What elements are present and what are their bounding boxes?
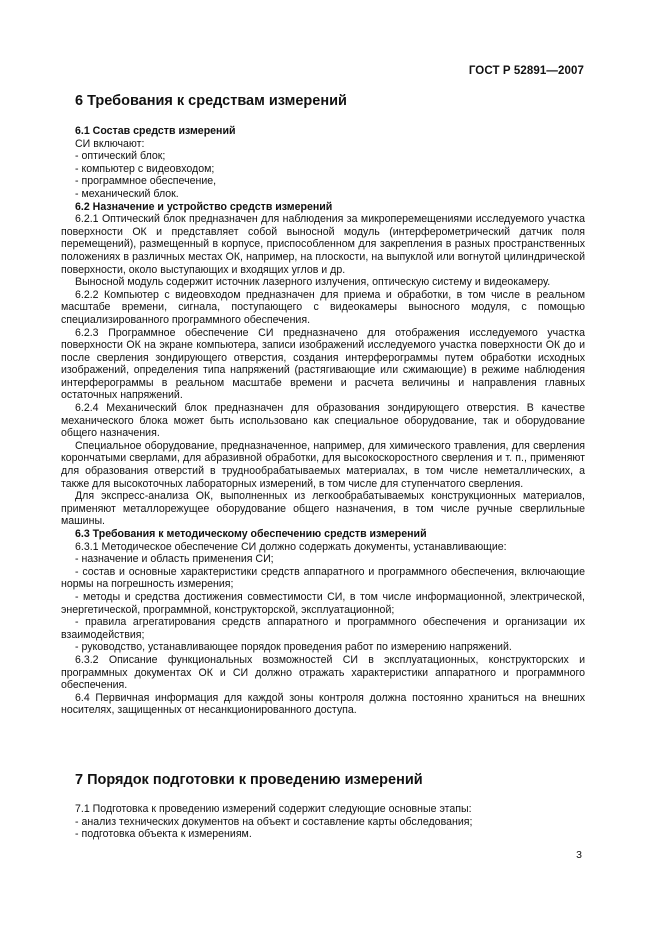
paragraph-7-1: 7.1 Подготовка к проведению измерений содержит следующие основные этапы:	[75, 803, 472, 815]
list-item: - подготовка объекта к измерениям.	[75, 828, 252, 841]
list-item: - правила агрегатирования средств аппаратного и программного обеспечения и организации их взаимодействия;	[61, 616, 585, 641]
paragraph-6-2-4: 6.2.4 Механический блок предназначен для образования зондирующего отверстия. В качестве механического блока может быть использовано как специальное оборудование, так и оборудование общего назначения.	[61, 402, 585, 440]
paragraph-6-4: 6.4 Первичная информация для каждой зоны контроля должна постоянно храниться на внешних носителях, защищенных от несанкционированного доступа.	[61, 691, 585, 717]
list-item: - руководство, устанавливающее порядок проведения работ по измерению напряжений.	[75, 641, 512, 654]
paragraph-6-2-4-c: Для экспресс-анализа ОК, выполненных из легкообрабатываемых конструкционных материалов, применяют металлорежущее оборудование общего назначения, в том числе ручные сверлильные машины.	[61, 490, 585, 528]
subsection-6-2-heading: 6.2 Назначение и устройство средств измерений	[75, 200, 333, 213]
section-6-title: 6 Требования к средствам измерений	[75, 93, 347, 109]
list-item: - анализ технических документов на объект и составление карты обследования;	[75, 815, 473, 828]
page-number: 3	[576, 849, 582, 861]
list-item: - механический блок.	[75, 187, 179, 200]
paragraph-6-2-2: 6.2.2 Компьютер с видеовходом предназначен для приема и обработки, в том числе в реальном масштабе времени, сигнала, поступающего с видеокамеры выносного модуля, с помощью специализированного программного обеспечения.	[61, 288, 585, 326]
section-6-body	[61, 125, 585, 717]
paragraph-6-2-1: 6.2.1 Оптический блок предназначен для наблюдения за микроперемещениями исследуемого участка поверхности ОК и представляет собой выносной модуль (интерферометрический датчик поля перемещений), размещенный в корпусе, приспособленном для закрепления в разных пространственных положениях в различных местах ОК, например, на плоскости, на выпуклой или вогнутой цилиндрической поверхности, около выступающих и входящих углов и др.	[61, 213, 585, 276]
standard-code: ГОСТ Р 52891—2007	[468, 65, 584, 77]
paragraph-6-1-intro: СИ включают:	[75, 137, 145, 150]
paragraph-6-2-1-b: Выносной модуль содержит источник лазерного излучения, оптическую систему и видеокамеру.	[75, 276, 551, 289]
list-item: - компьютер с видеовходом;	[75, 162, 215, 175]
section-7-title: 7 Порядок подготовки к проведению измерений	[75, 772, 423, 788]
subsection-6-1-heading: 6.1 Состав средств измерений	[75, 125, 236, 137]
list-item: - оптический блок;	[75, 150, 166, 163]
list-item: - методы и средства достижения совместимости СИ, в том числе информационной, электрической, энергетической, программной, конструкторской, эксплуатационной;	[61, 590, 585, 616]
paragraph-6-2-4-b: Специальное оборудование, предназначенное, например, для химического травления, для сверления корончатыми сверлами, для абразивной обработки, для высокоскоростного сверления и т. п., применяют для образования отверстий в труднообрабатываемых материалах, в том числе неметаллических, а также для высокоточных лабораторных измерений, в том числе для ступенчатого сверления.	[61, 439, 585, 490]
subsection-6-3-heading: 6.3 Требования к методическому обеспечению средств измерений	[75, 528, 427, 540]
paragraph-6-2-3: 6.2.3 Программное обеспечение СИ предназначено для отображения исследуемого участка поверхности ОК на экране компьютера, записи изображений исследуемого участка поверхности ОК до и после сверления зондирующего отверстия, создания интерферограммы путем обработки исходных изображений, определения типа напряжений (растягивающие или сжимающие) в режиме наблюдения интерферограммы в реальном масштабе времени и расчета величины и направления главных остаточных напряжений.	[61, 326, 585, 402]
list-item: - назначение и область применения СИ;	[75, 553, 274, 566]
section-7-body	[61, 803, 585, 841]
paragraph-6-3-1: 6.3.1 Методическое обеспечение СИ должно содержать документы, устанавливающие:	[75, 540, 507, 553]
list-item: - программное обеспечение,	[75, 175, 217, 188]
paragraph-6-3-2: 6.3.2 Описание функциональных возможностей СИ в эксплуатационных, конструкторских и программных документах ОК и СИ должно отражать характеристики аппаратного и программного обеспечения.	[61, 653, 585, 692]
list-item: - состав и основные характеристики средств аппаратного и программного обеспечения, включающие нормы на погрешность измерения;	[61, 565, 585, 591]
